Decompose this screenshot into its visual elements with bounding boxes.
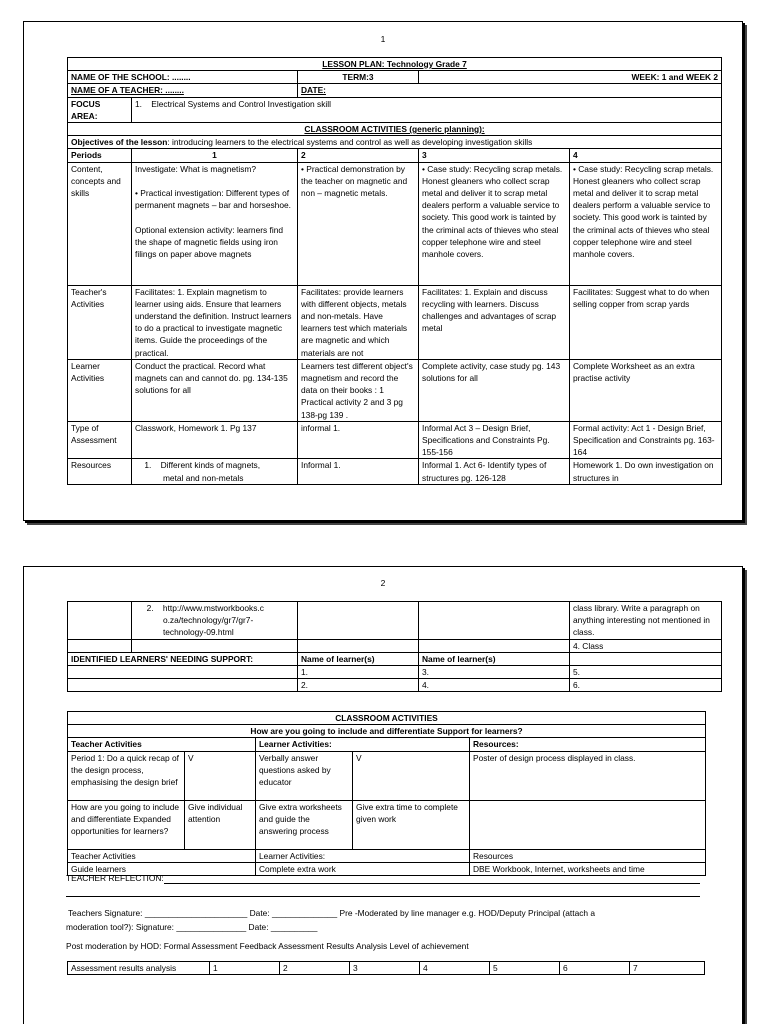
objectives-label: Objectives of the lesson	[71, 137, 168, 148]
dbe-resources: DBE Workbook, Internet, worksheets and time	[470, 862, 706, 875]
assessment-analysis-table	[67, 961, 705, 975]
extra-time: Give extra time to complete given work	[353, 800, 470, 849]
complete-extra-work: Complete extra work	[256, 862, 470, 875]
assessment-period-1: Classwork, Homework 1. Pg 137	[132, 421, 298, 459]
continued-empty-2	[298, 602, 419, 640]
resources-period-3: Informal 1. Act 6- Identify types of structures pg. 126-128	[419, 459, 570, 484]
teacher-activities-header: Teacher Activities	[68, 738, 256, 751]
content-period-4: • Case study: Recycling scrap metals. Honest gleaners who collect scrap metal and deliver it to scrap metal dealers perform a valuable service to society. This good work is tainted by the criminal acts of thieves who steal copper telephone wire and steel manhole covers.	[570, 162, 722, 285]
how-resources-blank	[470, 800, 706, 849]
reflection-line-2	[66, 896, 700, 897]
assessment-period-4: Formal activity: Act 1 - Design Brief, Specification and Constraints pg. 163-164	[570, 421, 722, 459]
teacher-reflection-label: TEACHER REFLECTION:	[66, 873, 164, 883]
continued-blank-d	[419, 639, 570, 652]
resources-2: Resources	[470, 849, 706, 862]
page-1	[23, 21, 743, 521]
name-of-learner-1: Name of learner(s)	[298, 652, 419, 665]
activities-title: CLASSROOM ACTIVITIES	[68, 712, 706, 725]
learner-activities-header: Learner Activities:	[256, 738, 470, 751]
teacher-name-label: NAME OF A TEACHER: ........	[68, 84, 298, 97]
verbally-answer: Verbally answer questions asked by educator	[256, 751, 353, 800]
support-activities-table	[67, 711, 706, 876]
row-label-learner: Learner Activities	[68, 359, 132, 421]
guide-learners: Guide learners	[68, 862, 256, 875]
learner-check: V	[353, 751, 470, 800]
learner-num-2: 2.	[298, 679, 419, 692]
continued-empty-3	[419, 602, 570, 640]
content-period-3: • Case study: Recycling scrap metals. Honest gleaners who collect scrap metal and deliver it to scrap metal dealers perform a valuable service to society. This good work is tainted by the criminal acts of thieves who steal copper telephone wire and steel manhole covers.	[419, 162, 570, 285]
assessment-period-2: informal 1.	[298, 421, 419, 459]
continued-blank-a	[68, 639, 132, 652]
resources-period-1: 1. Different kinds of magnets, metal and non-metals	[132, 459, 298, 484]
resources-header: Resources:	[470, 738, 706, 751]
period-header-2: 2	[298, 149, 419, 162]
objectives-row	[68, 136, 722, 149]
continued-class: 4. Class	[570, 639, 722, 652]
continued-blank-b	[132, 639, 298, 652]
learner-activities-2: Learner Activities:	[256, 849, 470, 862]
signature-line-1: Teachers Signature: ______________________ Date: ______________ Pre -Moderated by line manager e.g. HOD/Deputy Principal (attach a	[68, 908, 596, 918]
continued-library: class library. Write a paragraph on anything interesting not mentioned in class.	[570, 602, 722, 640]
learner-num-1: 1.	[298, 666, 419, 679]
teacher-activities-2: Teacher Activities	[68, 849, 256, 862]
support-blank-1	[68, 666, 298, 679]
level-3: 3	[350, 962, 420, 975]
level-7: 7	[630, 962, 705, 975]
learner-period-3: Complete activity, case study pg. 143 solutions for all	[419, 359, 570, 421]
learner-period-2: Learners test different object's magnetism and record the data on their books : 1 Practical activity 2 and 3 pg 138-pg 139 .	[298, 359, 419, 421]
row-label-content: Content, concepts and skills	[68, 162, 132, 285]
teacher-check: V	[185, 751, 256, 800]
learner-period-4: Complete Worksheet as an extra practise activity	[570, 359, 722, 421]
resources-period-2: Informal 1.	[298, 459, 419, 484]
activities-subtitle: How are you going to include and differentiate Support for learners?	[68, 725, 706, 738]
continued-table	[67, 601, 722, 692]
lesson-plan-title: LESSON PLAN: Technology Grade 7	[68, 58, 722, 71]
periods-label: Periods	[68, 149, 132, 162]
teacher-period-3: Facilitates: 1. Explain and discuss recycling with learners. Discuss challenges and advantages of scrap metal	[419, 285, 570, 359]
support-label: IDENTIFIED LEARNERS' NEEDING SUPPORT:	[68, 652, 298, 665]
name-of-learner-blank	[570, 652, 722, 665]
lesson-plan-table	[67, 57, 722, 485]
level-6: 6	[560, 962, 630, 975]
continued-blank-c	[298, 639, 419, 652]
focus-area-label: FOCUS AREA:	[68, 97, 132, 122]
period-header-1: 1	[132, 149, 298, 162]
term-label: TERM:3	[298, 71, 419, 84]
name-of-learner-2: Name of learner(s)	[419, 652, 570, 665]
row-label-teacher: Teacher's Activities	[68, 285, 132, 359]
level-5: 5	[490, 962, 560, 975]
signature-line-2: moderation tool?): Signature: _______________ Date: __________	[66, 922, 318, 932]
page-2	[23, 566, 743, 1024]
learner-num-5: 5.	[570, 666, 722, 679]
date-label: DATE:	[298, 84, 722, 97]
content-period-1: Investigate: What is magnetism? • Practical investigation: Different types of permanent magnets – bar and horseshoe. Optional extension activity: learners find the shape of magnetic fields using iron filings on paper above magnets	[132, 162, 298, 285]
period-header-3: 3	[419, 149, 570, 162]
continued-label-cell	[68, 602, 132, 640]
page-number: 2	[380, 578, 386, 588]
poster-resource: Poster of design process displayed in class.	[470, 751, 706, 800]
extra-worksheets: Give extra worksheets and guide the answering process	[256, 800, 353, 849]
assessment-period-3: Informal Act 3 – Design Brief, Specifications and Constraints Pg. 155-156	[419, 421, 570, 459]
focus-area-value: 1. Electrical Systems and Control Investigation skill	[132, 97, 722, 122]
level-2: 2	[280, 962, 350, 975]
classroom-activities-heading: CLASSROOM ACTIVITIES (generic planning):	[68, 123, 722, 136]
teacher-period-4: Facilitates: Suggest what to do when selling copper from scrap yards	[570, 285, 722, 359]
period-header-4: 4	[570, 149, 722, 162]
week-label: WEEK: 1 and WEEK 2	[419, 71, 722, 84]
individual-attention: Give individual attention	[185, 800, 256, 849]
school-name-label: NAME OF THE SCHOOL: ........	[68, 71, 298, 84]
teacher-period-2: Facilitates: provide learners with different objects, metals and non-metals. Have learners test which materials are magnetic and which materials are not	[298, 285, 419, 359]
learner-num-6: 6.	[570, 679, 722, 692]
continued-resource-link: 2. http://www.mstworkbooks.c o.za/technology/gr7/gr7- technology-09.html	[132, 602, 298, 640]
post-moderation: Post moderation by HOD: Formal Assessment Feedback Assessment Results Analysis Level of achievement	[66, 941, 469, 951]
learner-period-1: Conduct the practical. Record what magnets can and cannot do. pg. 134-135 solutions for all	[132, 359, 298, 421]
page-number: 1	[380, 34, 386, 44]
content-period-2: • Practical demonstration by the teacher on magnetic and non – magnetic metals.	[298, 162, 419, 285]
objectives-text: : introducing learners to the electrical systems and control as well as developing investigation skills	[167, 137, 533, 148]
reflection-line-1	[164, 883, 700, 884]
learner-num-4: 4.	[419, 679, 570, 692]
how-differentiate: How are you going to include and differentiate Expanded opportunities for learners?	[68, 800, 185, 849]
period1-recap: Period 1: Do a quick recap of the design process, emphasising the design brief	[68, 751, 185, 800]
level-4: 4	[420, 962, 490, 975]
learner-num-3: 3.	[419, 666, 570, 679]
resources-period-4: Homework 1. Do own investigation on structures in	[570, 459, 722, 484]
row-label-resources: Resources	[68, 459, 132, 484]
level-1: 1	[210, 962, 280, 975]
analysis-label: Assessment results analysis	[68, 962, 210, 975]
teacher-period-1: Facilitates: 1. Explain magnetism to learner using aids. Ensure that learners understand the definition. Instruct learners to do a practical to investigate magnetic items. Guide the proceedings of the practical.	[132, 285, 298, 359]
support-blank-2	[68, 679, 298, 692]
row-label-assessment: Type of Assessment	[68, 421, 132, 459]
